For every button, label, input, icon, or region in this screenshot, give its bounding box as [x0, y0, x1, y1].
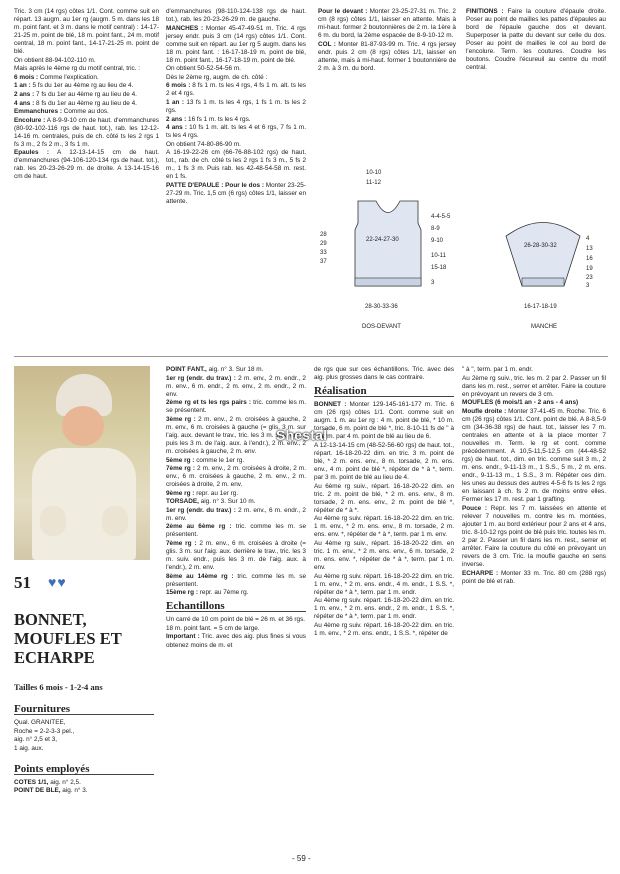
front-width-upper: 22-24-27-30 — [366, 237, 399, 243]
col5-para-heading: 8ème au 14ème rg : — [166, 572, 234, 580]
col1-para — [14, 91, 159, 99]
col5-para — [166, 498, 306, 506]
front-height-left-3: 33 — [320, 250, 327, 256]
realisation-text — [314, 401, 454, 638]
col-sleeve-instructions — [166, 8, 306, 207]
col7-para-text: Monter 33 m. Tric. 80 cm (288 rgs) point de blé et rab. — [462, 569, 607, 585]
schematic-diagram — [318, 156, 608, 346]
col1-para-text: Comme au dos. — [61, 108, 109, 116]
col2-para-text: A 16-19-22-26 cm (66-76-88-102 rgs) de haut. tot., rab. de ch. côté ts les 2 rgs 1 fs 3 m., 5 fs 2 m., 1 fs 3 m. Puis rab. les 42-48-54-58 m. rest. en 1 fs. — [166, 149, 306, 181]
front-height-left-4: 37 — [320, 259, 327, 265]
col5-para-text: tric. comme les m. se présentent. — [166, 572, 306, 588]
col2-para-text: Monter 45-47-49-51 m. Tric. 4 rgs jersey endr. puis 3 cm (14 rgs) côtes 1/1. Cont. comme suit en répart. au 1er rg 5 augm. dans les 18 m. point fant. : 16-17-18-19 m. point de blé, 18 m. point fant., 16-17-18-19 m. point de blé. — [166, 24, 306, 64]
stitch-instructions — [166, 366, 306, 597]
col5-para-heading: 1er rg (endr. du trav.) : — [166, 374, 236, 382]
col2-para-heading: 2 ans : — [166, 115, 187, 123]
col2-para — [166, 65, 306, 73]
col1-para — [14, 8, 159, 56]
col2-para — [166, 141, 306, 149]
col5-para — [166, 523, 306, 539]
col4-para — [466, 8, 606, 72]
col5-para-text: repr. au 7ème rg. — [197, 589, 249, 597]
front-height-right-2: 8-9 — [431, 226, 440, 232]
sleeve-height-right-2: 13 — [586, 246, 593, 252]
section-divider — [14, 356, 608, 357]
realisation-para-text: Au 4ème rg suiv. répart. 16-18-20-22 dim. en tric. 1 m. env., * 2 m. ens. endr., 2 m. endr., 1 S.S. *, répéter de * à *, term. par 1 m. endr. — [314, 597, 454, 621]
col5-para-text: tric. comme les m. se présentent. — [166, 523, 306, 539]
points-para-heading: POINT DE BLE, — [14, 787, 61, 795]
col-realisation — [314, 366, 454, 639]
pattern-number: 51 — [14, 573, 31, 592]
fournitures-para-text: Qual. GRANITEE, — [14, 719, 66, 727]
realisation-para — [314, 401, 454, 441]
col7-para — [462, 375, 606, 399]
realisation-para — [314, 442, 454, 482]
photo-face — [62, 406, 104, 446]
col5-para — [166, 573, 306, 589]
col2-para — [166, 74, 306, 82]
col5-para-text: comme le 1er rg. — [194, 456, 245, 464]
points-para-text: aig. n° 3. — [60, 787, 88, 795]
col3-para-text: Monter 23-25-27-31 m. Tric. 2 cm (8 rgs) côtes 1/1, laisser en attente. Mais à mi-haut. former 2 boutonnières de 2 m. la 1ère à 6 m. du bord, la 2ème espacée de 8-9-10-12 m. — [318, 8, 456, 40]
col1-para-text: Mais après le 4ème rg du motif central, tric. : — [14, 65, 141, 73]
col2-para-text: On obtient 50-52-54-56 m. — [166, 65, 241, 73]
points-para — [14, 787, 154, 795]
front-height-right-4: 10-11 — [431, 253, 446, 259]
col5-para — [166, 507, 306, 523]
echantillons-text — [166, 616, 306, 649]
realisation-para-text: Au 6ème rg suiv., répart. 16-18-20-22 dim. en tric. 2 m. point de blé, * 2 m. ens. env., 8 m. torsade, 2 m. ens. env., 2 m. point de blé *, répéter de * à *. — [314, 482, 454, 514]
photo-watermark: Shestal — [276, 427, 328, 443]
col2-para-heading: 1 an : — [166, 99, 184, 107]
col1-para — [14, 100, 159, 108]
col2-para — [166, 182, 306, 206]
col5-para-heading: 3ème rg : — [166, 415, 196, 423]
col-materials — [14, 700, 154, 796]
col5-para-heading: 2ème au 6ème rg : — [166, 523, 232, 531]
col2-para-text: 13 fs 1 m. ts les 4 rgs, 1 fs 1 m. ts les 2 rgs. — [166, 99, 306, 115]
col7-para — [462, 366, 606, 374]
front-back-schematic — [320, 170, 451, 330]
col2-para-heading: PATTE D'EPAULE : Pour le dos : — [166, 181, 264, 189]
photo-mitten-right — [102, 506, 128, 536]
fournitures-para — [14, 745, 154, 753]
echantillons-heading: Echantillons — [166, 602, 306, 612]
realisation-para-text: A 12-13-14-15 cm (48-52-56-60 rgs) de haut. tot., répart. 16-18-20-22 dim. en tric. 3 m. point de blé, * 2 m. ens. env., 8 m. torsade, 2 m. ens. env., 4 m. point de blé *, répéter de * à *, term. par 3 m. point de blé au lieu de 4. — [314, 441, 454, 482]
col1-para-heading: Epaules : — [14, 149, 49, 157]
col1-para-heading: 4 ans : — [14, 99, 35, 107]
col7-para-text: Monter 37-41-45 m. Roche. Tric. 6 cm (26 rgs) côtes 1/1. Cont. point de blé. A 8-8,5-9 cm (34-36-38 rgs) de haut. tot., laisser les 7 m. centrales en attente et à la place monter 7 nouvelles m. Term. le rg et cont. comme précédemment. A 10,5-11,5-12,5 cm (44-48-52 rgs) de haut. tot., dim. en tric. comme suit 3 m., 2 m. ens. endr., 9-11-13 m., 1 S.S., 5 m., 2 m. ens. endr., 9-11-13 m., 1 S.S., 3 m. Répéter ces dim. les unes au dessus des autres 4-5-6 fs ts les 2 rgs en laissant à ch. fs 2 m. de moins entre elles. Fermer les 17 m. rest. par 1 grafting. — [462, 407, 606, 504]
col5-para-heading: 7ème rg : — [166, 465, 195, 473]
col-finishing-instructions — [466, 8, 606, 73]
col7-para — [462, 408, 606, 505]
echantillons-para — [166, 625, 306, 633]
col1-para — [14, 117, 159, 149]
realisation-para — [314, 540, 454, 572]
fournitures-heading: Fournitures — [14, 705, 154, 715]
front-body-outline — [355, 201, 421, 286]
col7-para-heading: MOUFLES (6 mois/1 an - 2 ans - 4 ans) — [462, 399, 579, 407]
realisation-para-text: Au 4ème rg suiv. répart. 16-18-20-22 dim. en tric. 1 m. env., * 2 m. ens. endr., 1 S.S. *, répéter de — [314, 621, 454, 637]
col1-para — [14, 74, 159, 82]
points-para-heading: COTES 1/1, — [14, 778, 49, 786]
col1-para-text: On obtient 88-94-102-110 m. — [14, 56, 96, 64]
col5-para-heading: 1er rg (endr. du trav.) : — [166, 506, 236, 514]
points-heading: Points employés — [14, 765, 154, 775]
pattern-sizes: Tailles 6 mois - 1-2-4 ans — [14, 682, 103, 692]
echantillons-para-text: Tric. avec des aig. plus fines si vous obtenez moins de m. et — [166, 633, 307, 649]
col7-para — [462, 505, 606, 569]
fournitures-para — [14, 728, 154, 736]
realisation-para-text: Au 4ème rg suiv., répart. 16-18-20-22 dim. en tric. 1 m. env., * 2 m. ens. env., 6 m. torsade, 2 m. ens. env. *, répéter de * à *, term. par 1 m. env. — [314, 539, 454, 572]
title-line-3: ECHARPE — [14, 648, 95, 667]
sleeve-schematic — [506, 223, 593, 331]
realisation-heading: Réalisation — [314, 387, 454, 397]
front-height-left-1: 28 — [320, 232, 327, 238]
col5-para-text: 2 m. env., 6 m. endr., 2 m. env. — [166, 506, 306, 522]
sleeve-ribbing — [522, 278, 564, 286]
col5-para — [166, 366, 306, 374]
col1-para-heading: 2 ans : — [14, 90, 35, 98]
col5-para — [166, 589, 306, 597]
col2-para-text: Monter 23-25-27-29 m. Tric. 1,5 cm (6 rgs) côtes 1/1, laisser en attente. — [166, 181, 306, 206]
points-list — [14, 779, 154, 796]
col7-para-text: " à ", term. par 1 m. endr. — [462, 366, 533, 373]
realisation-para-text: Monter 129-145-161-177 m. Tric. 6 cm (26 rgs) côtes 1/1. Cont. comme suit en augm. 1 m. au 1er rg : 4 m. point de blé, * 10 m. torsade, 6 m. point de blé *, tric. 8-10-11 fs de " à ", term. par 4 m. point de blé au lieu de 6. — [314, 401, 455, 441]
col1-para — [14, 149, 159, 181]
col1-para — [14, 108, 159, 116]
col2-para-heading: MANCHES : — [166, 24, 204, 32]
col5-para-text: 2 m. env., 2 m. croisées à droite, 2 m. env., 6 m. croisées à gauche, 2 m. env., 2 m. croisées à droite, 2 m. env. — [166, 465, 306, 489]
col2-para — [166, 149, 306, 181]
col2-para-text: Dès le 2ème rg, augm. de ch. côté : — [166, 73, 268, 81]
col-mittens-scarf — [462, 366, 606, 586]
col7-para — [462, 399, 606, 407]
col1-para-text: 7 fs du 1er au 4ème rg au lieu de 4. — [34, 90, 137, 98]
col1-para-text: 5 fs du 1er au 4ème rg au lieu de 4. — [30, 82, 134, 90]
sleeve-height-right-1: 4 — [586, 236, 590, 242]
col5-para-text: 2 m. env., 6 m. croisées à droite (= glis. 3 m. sur l'aig. aux. derrière le trav., tric. les 3 m. suiv. endr., puis les 3 m. de l'aig. aux. à l'endr.), 2 m. env. — [166, 539, 306, 572]
col5-para — [166, 375, 306, 399]
col1-para-heading: 6 mois : — [14, 73, 39, 81]
col1-para — [14, 65, 159, 73]
title-line-1: BONNET, — [14, 610, 87, 629]
col5-para-text: 2 m. env., 2 m. croisées à gauche, 2 m. env., 6 m. croisées à gauche (= glis. 3 m. sur l'aig. aux. devant le trav., tric. les 3 m. suiv. endr., puis les 3 m. de l'aig. aux. à l'endr.), 2 m. env., 2 m. croisées à gauche, 2 m. env. — [166, 415, 307, 455]
col2-para — [166, 99, 306, 115]
front-height-right-5: 15-18 — [431, 265, 447, 271]
col5-para-heading: TORSADE, — [166, 498, 199, 506]
fournitures-para-text: 1 aig. aux. — [14, 744, 44, 752]
realisation-para — [314, 597, 454, 621]
front-ribbing — [355, 278, 421, 286]
col2-para-text: 10 fs 1 m. alt. ts les 4 et 6 rgs, 7 fs 1 m. ts les 4 rgs. — [166, 124, 306, 140]
realisation-para — [314, 573, 454, 597]
sleeve-outline — [506, 223, 580, 287]
page-number: - 59 - — [292, 854, 311, 863]
realisation-para-text: Au 4ème rg suiv. répart. 16-18-20-22 dim. en tric. 1 m. env., * 2 m. ens. env., 8 m. torsade, 2 m. ens. env. *, répéter de * à *, term. par 1 m. env. — [314, 515, 454, 539]
col4-para-heading: FINITIONS : — [466, 8, 504, 15]
fournitures-para — [14, 736, 154, 744]
col3-para-text: Monter 81-87-93-99 m. Tric. 4 rgs jersey endr. puis 2 cm (8 rgs) côtes 1/1, laisser en attente, mais à mi-haut. former 1 boutonnière de 2 m. à 3 m. du bord. — [318, 40, 456, 72]
col1-para-text: A 12-13-14-15 cm de haut. d'emmanchures (94-106-120-134 rgs de haut. tot.), rab. les 20-23-26-29 m. de droite. A 13-14-15-16 cm de haut. — [14, 149, 159, 181]
col1-para-text: Comme l'explication. — [38, 73, 99, 81]
col5-para-heading: 5ème rg : — [166, 456, 195, 464]
col2-para-text: 8 fs 1 m. ts les 4 rgs, 4 fs 1 m. alt. ts les 2 et 4 rgs. — [166, 82, 306, 98]
col1-para-heading: Emmanchures : — [14, 108, 62, 116]
col5-para-text: 2 m. env., 2 m. endr., 2 m. env., 6 m. endr., 2 m. env., 2 m. endr., 2 m. env. — [166, 374, 306, 398]
fournitures-para — [14, 719, 154, 727]
gauge-continuation: de rgs que sur ces échantillons. Tric. avec des aig. plus grosses dans le cas contraire. — [314, 366, 454, 382]
realisation-para — [314, 483, 454, 515]
col5-para-heading: 15ème rg : — [166, 589, 198, 597]
col5-para — [166, 465, 306, 489]
col2-para — [166, 8, 306, 24]
sleeve-height-right-6: 3 — [586, 283, 590, 289]
col2-para-text: d'emmanchures (98-110-124-138 rgs de haut. tot.), rab. les 20-23-26-29 m. de gauche. — [166, 8, 306, 24]
col1-para-heading: Encolure : — [14, 116, 46, 124]
col4-para-text: Faire la couture d'épaule droite. Poser au point de mailles les pattes d'épaules au bord de l'épaule gauche dos et devant. Superposer la patte du devant sur celle du dos. Poser au point de mailles le col au bord de l'encolure. Term. les coutures. Coudre les boutons. Coudre l'écureuil au centre du motif central. — [466, 8, 606, 72]
col5-para — [166, 457, 306, 465]
front-neck-label-2: 11-12 — [366, 180, 381, 186]
col2-para-heading: 6 mois : — [166, 82, 191, 90]
col3-para — [318, 41, 456, 73]
col-collar-instructions — [318, 8, 456, 73]
front-height-left-2: 29 — [320, 241, 327, 247]
col3-para-heading: Pour le devant : — [318, 8, 368, 15]
sleeve-height-right-3: 16 — [586, 256, 593, 262]
realisation-para-heading: BONNET : — [314, 401, 347, 409]
front-height-right-3: 9-10 — [431, 238, 444, 244]
echantillons-para — [166, 633, 306, 649]
front-width-lower: 28-30-33-36 — [365, 304, 398, 310]
title-line-2: MOUFLES ET — [14, 629, 122, 648]
col1-para — [14, 82, 159, 90]
col5-para-heading: 2ème rg et ts les rgs pairs : — [166, 399, 252, 407]
col2-para — [166, 116, 306, 124]
sleeve-width-top: 26-28-30-32 — [524, 243, 557, 249]
front-height-right-6: 3 — [431, 280, 435, 286]
col5-para — [166, 490, 306, 498]
col3-para-heading: COL : — [318, 40, 336, 48]
col7-para-heading: Moufle droite : — [462, 407, 507, 415]
sleeve-caption: MANCHE — [531, 324, 558, 330]
col5-para-heading: 9ème rg : — [166, 489, 195, 497]
col5-para — [166, 399, 306, 415]
col-stitches — [166, 366, 306, 650]
realisation-para-text: Au 4ème rg suiv. répart. 16-18-20-22 dim. en tric. 1 m. env., * 2 m. ens. endr., 4 m. endr., 1 S.S. *, répéter de * à *, term. par 1 m. endr. — [314, 572, 454, 596]
col1-para-heading: 1 an : — [14, 82, 31, 90]
front-caption: DOS-DEVANT — [362, 324, 401, 330]
col5-para-text: aig. n° 3. Sur 18 m. — [206, 366, 264, 373]
col2-para — [166, 82, 306, 98]
col7-para-text: Repr. les 7 m. laissées en attente et relever 7 nouvelles m. contre les m. montées, ajouter 1 m. au bord extérieur pour 2 ans et 4 ans, tric. 8-10-12 rgs point de blé puis tric. toutes les m. 2 par 2. Passer un fil dans les m. rest., serrer et arrêter. Faire la couture du côté en prévoyant un revers de 3 cm. Tric. la moufle gauche en sens inverse. — [462, 504, 606, 569]
col2-para-text: On obtient 74-80-86-90 m. — [166, 140, 241, 148]
col7-para-heading: ECHARPE : — [462, 569, 499, 577]
col3-para — [318, 8, 456, 40]
col7-para-text: Au 2ème rg suiv., tric. les m. 2 par 2. Passer un fil dans les m. rest., serrer et arrêter. Faire la couture en prévoyant un revers de 3 cm. — [462, 374, 606, 398]
echantillons-para-heading: Important : — [166, 633, 200, 641]
col7-para — [462, 570, 606, 586]
sleeve-height-right-4: 19 — [586, 266, 593, 272]
col5-para-heading: POINT FANT., — [166, 366, 207, 373]
echantillons-para-text: 18 m. point fant. = 5 cm de large. — [166, 624, 260, 632]
col2-para-heading: 4 ans : — [166, 124, 188, 132]
echantillons-para-text: Un carré de 10 cm point de blé = 26 m. et 36 rgs. — [166, 616, 306, 624]
fournitures-list — [14, 719, 154, 753]
col5-para-heading: 7ème rg : — [166, 539, 197, 547]
fournitures-para-text: aig. n° 2,5 et 3, — [14, 736, 58, 744]
child-photo — [14, 366, 150, 560]
col2-para — [166, 124, 306, 140]
col1-para — [14, 57, 159, 65]
difficulty-hearts: ♥♥ — [48, 574, 67, 590]
points-para — [14, 779, 154, 787]
col1-para-text: A 8-9-9-10 cm de haut. d'emmanchures (80-92-102-116 rgs de haut. tot.), rab. les 12-12-14-16 m. centrales, puis de ch. côté ts les 2 rgs 1 fs 3 m., 2 fs 2 m., 3 fs 1 m. — [14, 116, 159, 148]
sleeve-height-right-5: 23 — [586, 275, 593, 281]
photo-mitten-left — [40, 506, 66, 536]
col2-para — [166, 25, 306, 65]
col5-para — [166, 540, 306, 572]
col1-para-text: 8 fs du 1er au 4ème rg au lieu de 4. — [34, 99, 137, 107]
col1-para-text: Tric. 3 cm (14 rgs) côtes 1/1. Cont. comme suit en répart. 13 augm. au 1er rg (augm. 5 m. dans les 18 m. point fant. et 3 m. dans le motif central) : 14-17-21-25 m. point de blé, 18 m. point fant., 24 m. motif central, 18 m. point fant., 14-17-21-25 m. point de blé. — [14, 8, 159, 56]
fournitures-para-text: Roche = 2-2-3-3 pel., — [14, 727, 75, 735]
col5-para-text: aig. n° 3. Sur 10 m. — [198, 498, 256, 506]
front-height-right-1: 4-4-5-5 — [431, 214, 451, 220]
points-para-text: aig. n° 2,5. — [48, 778, 81, 786]
realisation-para — [314, 622, 454, 638]
col2-para-text: 16 fs 1 m. ts les 4 rgs. — [186, 115, 251, 123]
echantillons-para — [166, 616, 306, 624]
photo-sweater — [32, 448, 136, 560]
pattern-title — [14, 610, 164, 667]
col-front-instructions — [14, 8, 159, 182]
front-neck-label-1: 10-10 — [366, 170, 382, 176]
col7-para-heading: Pouce : — [462, 504, 488, 512]
sleeve-width-bottom: 16-17-18-19 — [524, 304, 557, 310]
col5-para-text: repr. au 1er rg. — [194, 489, 239, 497]
col5-para-text: tric. comme les m. se présentent. — [166, 399, 306, 415]
realisation-para — [314, 515, 454, 539]
